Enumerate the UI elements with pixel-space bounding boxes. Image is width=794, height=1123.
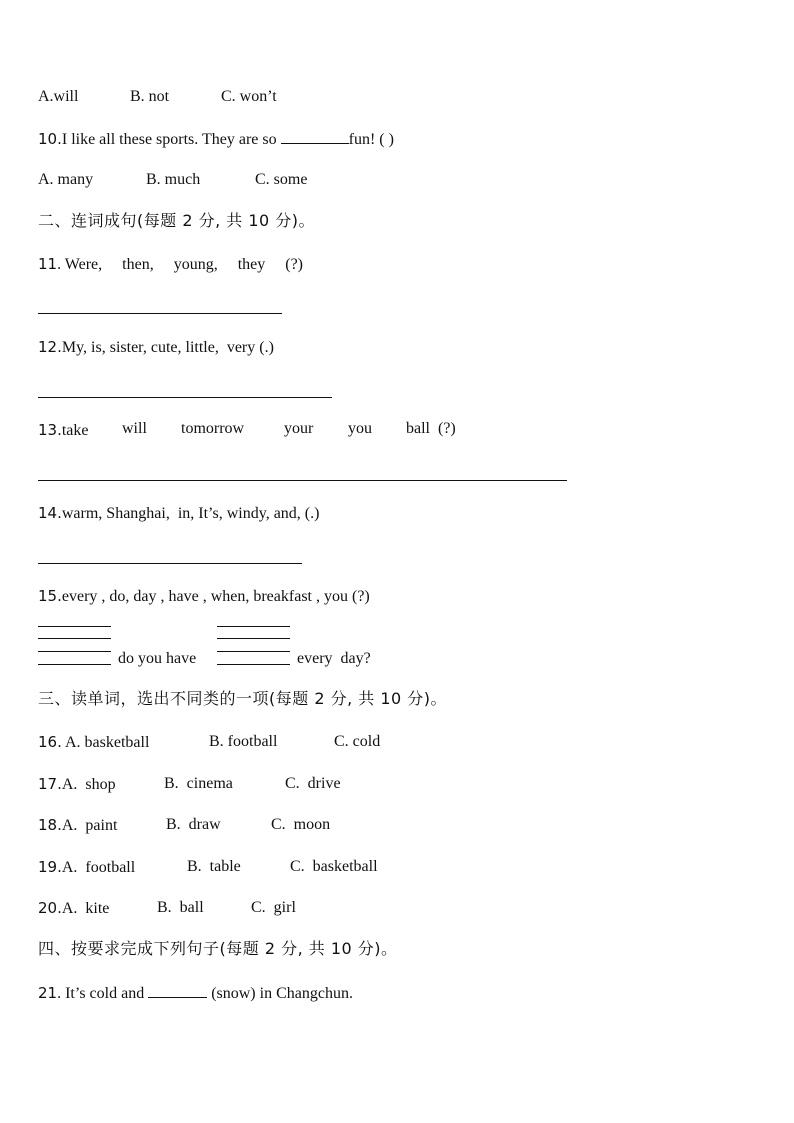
- option-a: A. basketball: [61, 734, 150, 751]
- blank-line: [217, 626, 290, 627]
- word: tomorrow: [181, 420, 245, 437]
- question-text-end: fun! ( ): [348, 131, 394, 148]
- question-number: 18.: [38, 816, 62, 834]
- word: will: [122, 420, 147, 437]
- q9-option-a: A.will: [38, 88, 79, 105]
- question-number: 20.: [38, 899, 62, 917]
- option-b: B. cinema: [164, 775, 233, 792]
- answer-blank[interactable]: [148, 983, 207, 998]
- blank-line: [38, 664, 111, 665]
- question-text: I like all these sports. They are so: [61, 131, 281, 148]
- blank-line: [38, 651, 111, 652]
- word: ball (?): [406, 420, 456, 437]
- question-11: [38, 254, 303, 275]
- section-3-title: 三、读单词，选出不同类的一项(每题 2 分, 共 10 分)。: [38, 689, 448, 708]
- answer-line-14[interactable]: [38, 563, 302, 564]
- question-number: 16.: [38, 733, 62, 751]
- option-a: A. paint: [61, 817, 118, 834]
- question-text: My, is, sister, cute, little, very (.): [61, 339, 274, 356]
- question-number: 14.: [38, 504, 62, 522]
- question-number: 13.: [38, 421, 62, 439]
- question-number: 11: [38, 255, 58, 273]
- question-text: . It’s cold and: [57, 985, 149, 1002]
- question-14: [38, 503, 319, 524]
- q10-option-c: C. some: [255, 171, 308, 188]
- question-10: [38, 129, 394, 150]
- option-b: B. draw: [166, 816, 221, 833]
- question-text: warm, Shanghai, in, It’s, windy, and, (.): [61, 505, 320, 522]
- option-c: C. basketball: [290, 858, 378, 875]
- q15-end-text: every day?: [297, 650, 371, 667]
- q9-option-c: C. won’t: [221, 88, 277, 105]
- answer-line-12[interactable]: [38, 397, 332, 398]
- word: you: [348, 420, 372, 437]
- option-a: A. kite: [61, 900, 110, 917]
- question-number: 10.: [38, 130, 62, 148]
- option-a: A. shop: [61, 776, 116, 793]
- option-c: C. cold: [334, 733, 381, 750]
- section-2-title: 二、连词成句(每题 2 分, 共 10 分)。: [38, 211, 316, 230]
- option-c: C. moon: [271, 816, 331, 833]
- q9-option-b: B. not: [130, 88, 170, 105]
- q15-middle-text: do you have: [118, 650, 197, 667]
- blank-line: [217, 651, 290, 652]
- question-number: 15.: [38, 587, 62, 605]
- blank-line: [217, 638, 290, 639]
- question-text: . Were, then, young, they (?): [57, 256, 304, 273]
- question-number: 21: [38, 984, 58, 1002]
- blank-line: [38, 638, 111, 639]
- question-text-end: (snow) in Changchun.: [207, 985, 353, 1002]
- question-text: every , do, day , have , when, breakfast , you (?): [61, 588, 370, 605]
- option-b: B. football: [209, 733, 278, 750]
- word: take: [61, 422, 89, 439]
- option-b: B. table: [187, 858, 241, 875]
- blank-line: [217, 664, 290, 665]
- question-number: 19.: [38, 858, 62, 876]
- answer-line-13[interactable]: [38, 480, 567, 481]
- question-15: [38, 586, 370, 607]
- answer-blank[interactable]: [281, 129, 349, 144]
- question-number: 12.: [38, 338, 62, 356]
- answer-line-11[interactable]: [38, 313, 282, 314]
- question-21: [38, 983, 353, 1004]
- q10-option-a: A. many: [38, 171, 94, 188]
- option-c: C. drive: [285, 775, 341, 792]
- word: your: [284, 420, 314, 437]
- section-4-title: 四、按要求完成下列句子(每题 2 分, 共 10 分)。: [38, 939, 398, 958]
- blank-line: [38, 626, 111, 627]
- q10-option-b: B. much: [146, 171, 201, 188]
- question-13: [38, 420, 89, 441]
- option-b: B. ball: [157, 899, 204, 916]
- question-12: [38, 337, 274, 358]
- question-number: 17.: [38, 775, 62, 793]
- option-c: C. girl: [251, 899, 296, 916]
- option-a: A. football: [61, 859, 136, 876]
